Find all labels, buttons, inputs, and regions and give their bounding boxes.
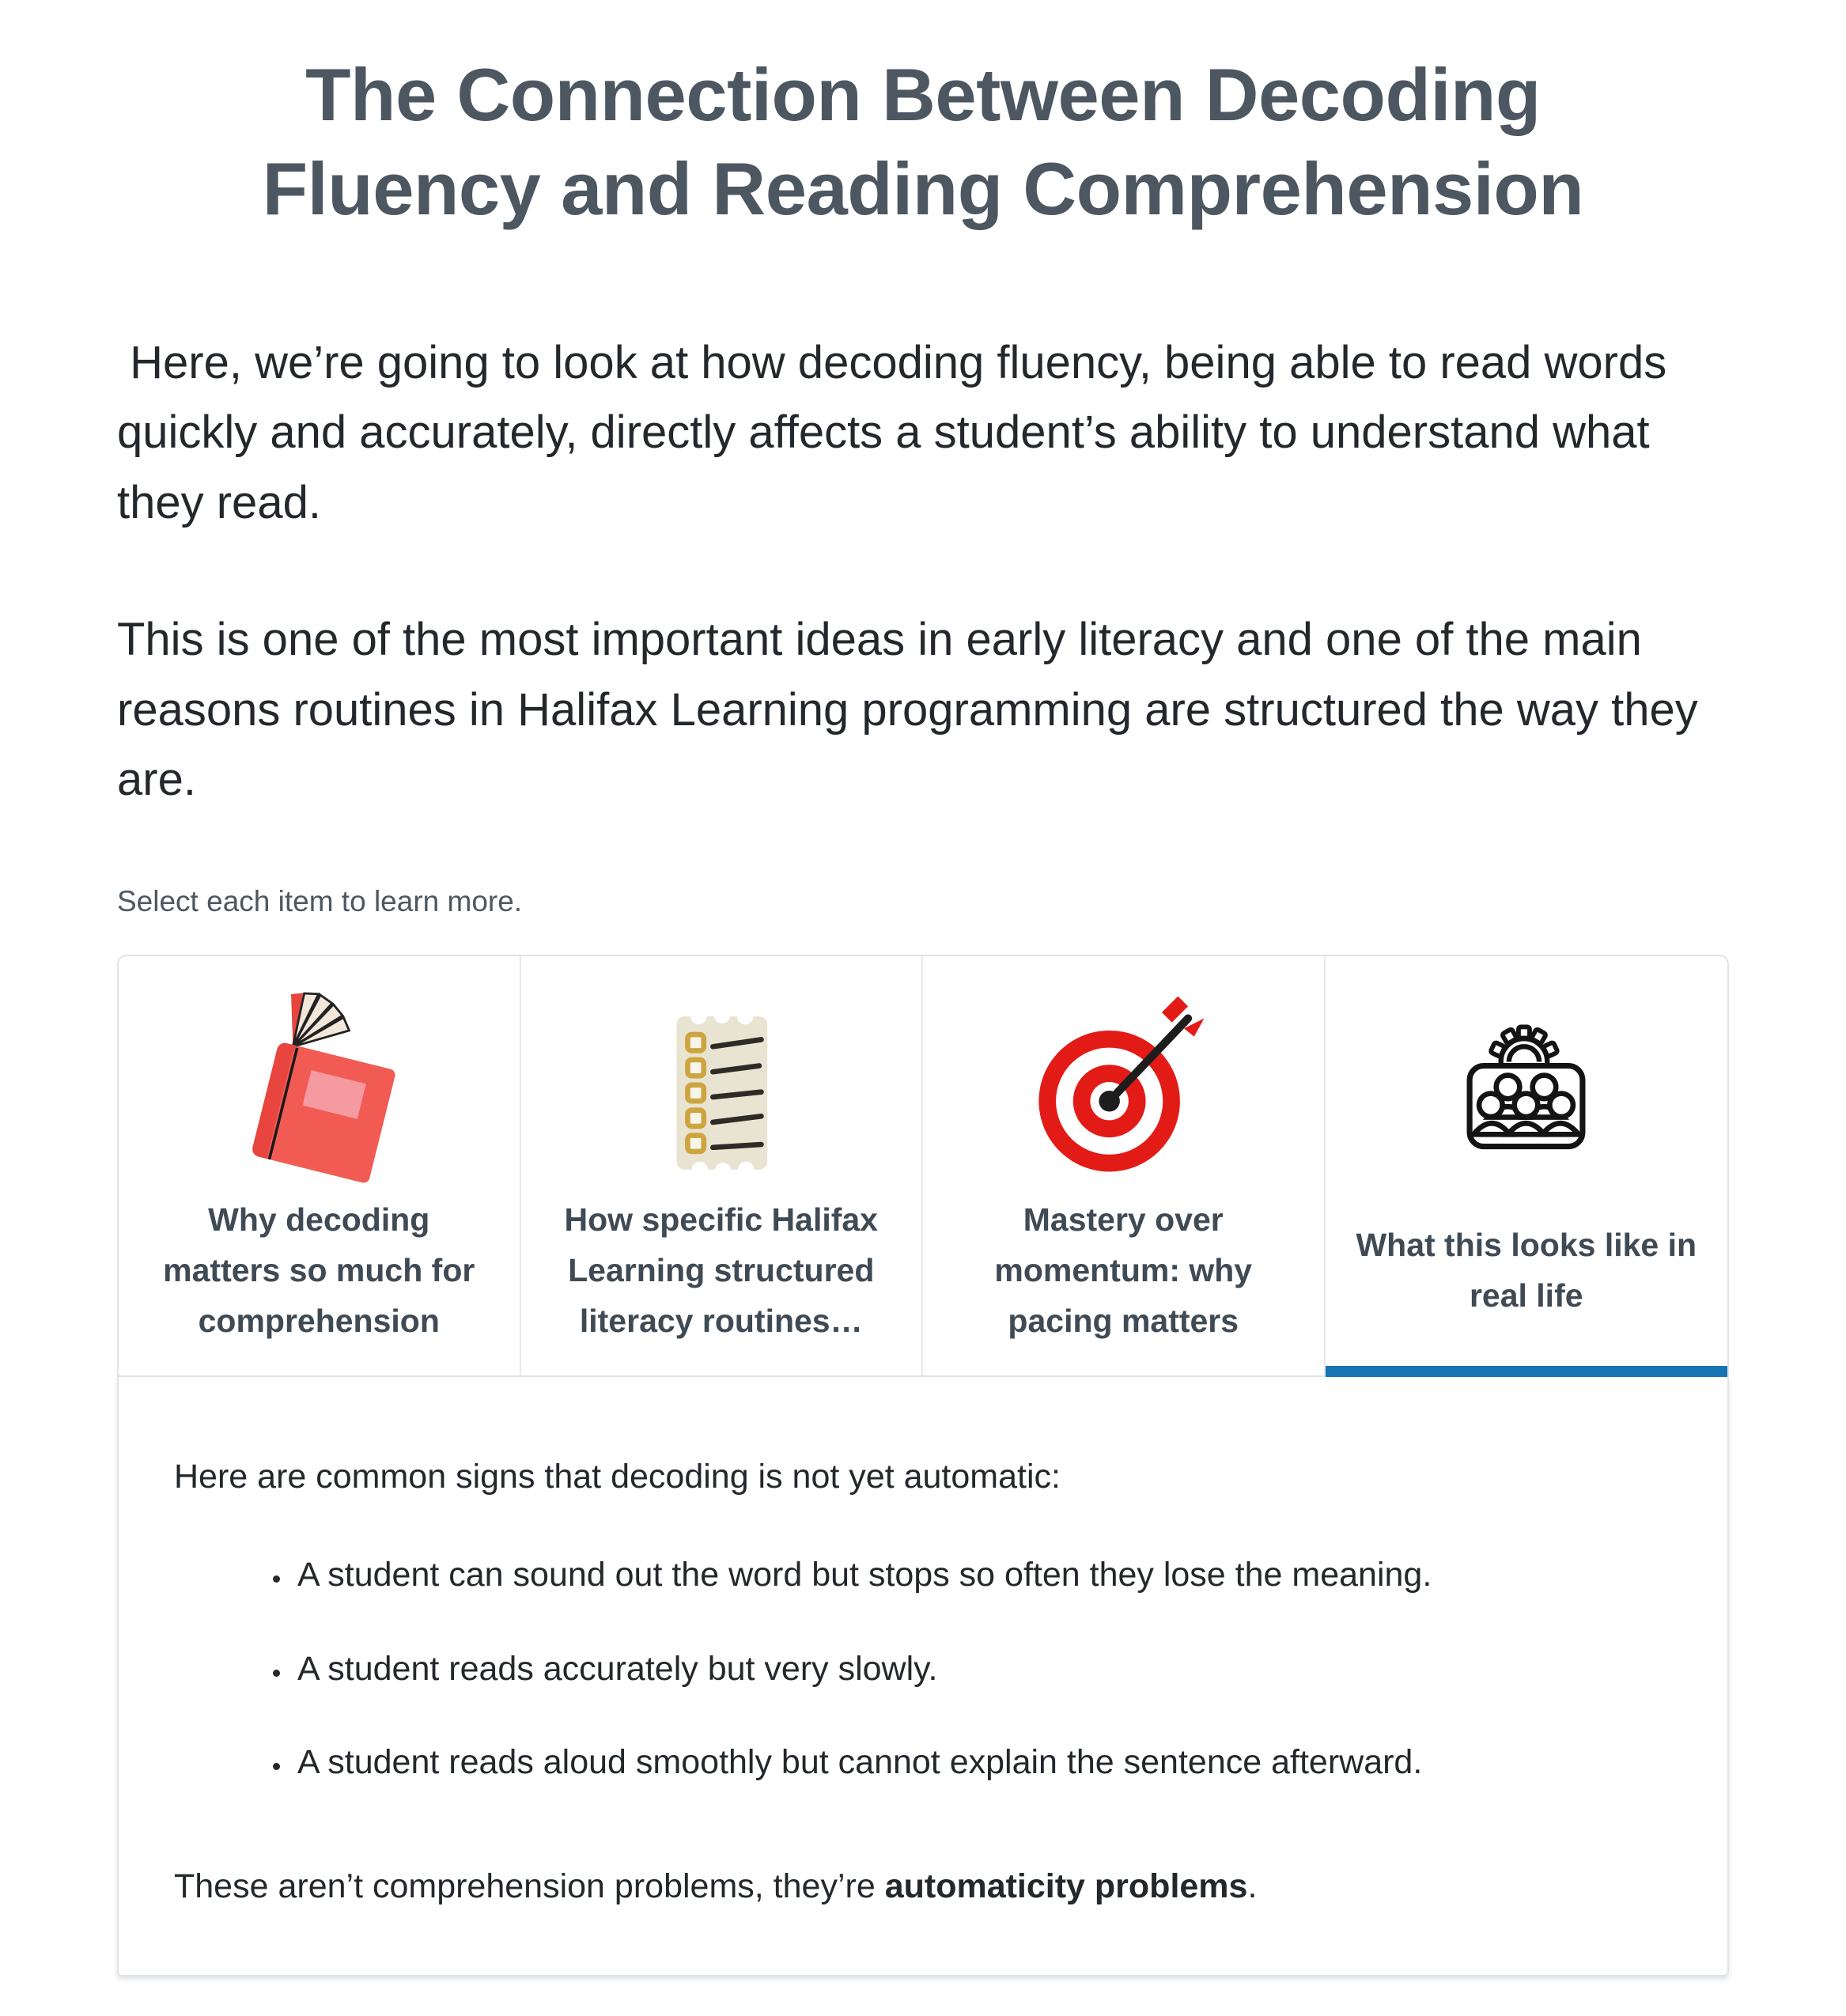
signs-list bbox=[174, 1549, 1672, 1788]
tab-label: Mastery over momentum: why pacing matters bbox=[994, 1201, 1253, 1340]
tab-label: What this looks like in real life bbox=[1356, 1227, 1697, 1314]
target-arrow-icon bbox=[1023, 991, 1224, 1195]
tab-content-panel bbox=[117, 1375, 1729, 1976]
tabs-instruction: Select each item to learn more. bbox=[117, 885, 523, 918]
tab-what-this-looks-like[interactable] bbox=[1326, 956, 1728, 1375]
closing-suffix: . bbox=[1247, 1867, 1258, 1905]
lesson-page bbox=[0, 47, 1846, 1976]
intro-paragraph-1: Here, we’re going to look at how decoding fluency, being able to read words quickly and accurately, directly affects a student’s ability to understand what they read. bbox=[117, 336, 1680, 529]
tab-halifax-routines[interactable] bbox=[521, 956, 924, 1375]
list-item: • A student reads accurately but very slowly. bbox=[293, 1643, 1672, 1695]
closing-prefix: These aren’t comprehension problems, they’re bbox=[174, 1867, 885, 1905]
list-item: • A student can sound out the word but stops so often they lose the meaning. bbox=[293, 1549, 1672, 1601]
tab-mastery-over-momentum[interactable] bbox=[923, 956, 1326, 1375]
page-title: The Connection Between Decoding Fluency and Reading Comprehension bbox=[262, 53, 1584, 231]
checklist-icon bbox=[620, 991, 822, 1195]
intro-paragraph-2: This is one of the most important ideas in early literacy and one of the main reasons routines in Halifax Learning programming are structured the way they are. bbox=[117, 613, 1711, 806]
closing-bold: automaticity problems bbox=[884, 1867, 1248, 1905]
tab-label: How specific Halifax Learning structured literacy routines… bbox=[564, 1201, 878, 1340]
panel-heading: Here are common signs that decoding is not yet automatic: bbox=[174, 1458, 1061, 1496]
tab-why-decoding-matters[interactable] bbox=[119, 956, 521, 1375]
list-item: • A student reads aloud smoothly but cannot explain the sentence afterward. bbox=[293, 1737, 1672, 1788]
people-gear-icon bbox=[1425, 991, 1627, 1195]
tab-label: Why decoding matters so much for comprehension bbox=[163, 1201, 475, 1340]
closing-statement bbox=[174, 1861, 1672, 1912]
tab-strip bbox=[117, 955, 1729, 1375]
red-book-icon bbox=[218, 991, 420, 1195]
